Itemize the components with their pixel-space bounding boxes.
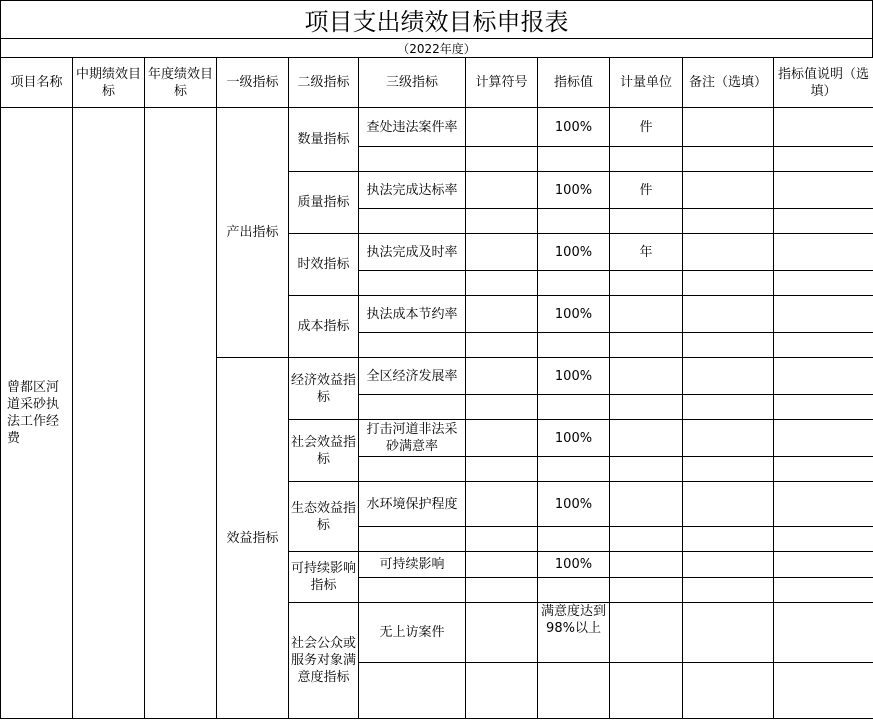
project-name-cell: 曾都区河道采砂执法工作经费 bbox=[1, 108, 73, 719]
value-notes-cell bbox=[774, 296, 873, 333]
calc-symbol-cell bbox=[466, 108, 538, 147]
indicator-value-cell: 100% bbox=[538, 358, 610, 395]
header-level3: 三级指标 bbox=[359, 58, 466, 108]
header-remarks: 备注（选填） bbox=[683, 58, 774, 108]
remarks-cell bbox=[683, 358, 774, 395]
indicator-value-cell: 100% bbox=[538, 296, 610, 333]
level3-cell: 可持续影响 bbox=[359, 552, 466, 578]
header-annual-goal: 年度绩效目标 bbox=[145, 58, 217, 108]
remarks-cell bbox=[683, 552, 774, 578]
level3-cell: 执法成本节约率 bbox=[359, 296, 466, 333]
level3-cell: 执法完成达标率 bbox=[359, 172, 466, 209]
unit-cell bbox=[610, 482, 683, 527]
calc-symbol-cell bbox=[466, 482, 538, 527]
header-project-name: 项目名称 bbox=[1, 58, 73, 108]
unit-cell: 件 bbox=[610, 108, 683, 147]
indicator-value-cell: 100% bbox=[538, 552, 610, 578]
header-level2: 二级指标 bbox=[289, 58, 359, 108]
calc-symbol-cell bbox=[466, 296, 538, 333]
table-row bbox=[1, 108, 873, 147]
unit-cell bbox=[610, 296, 683, 333]
calc-symbol-cell bbox=[466, 420, 538, 457]
remarks-cell bbox=[683, 172, 774, 209]
level2-cell: 质量指标 bbox=[289, 172, 359, 234]
level2-cell: 经济效益指标 bbox=[289, 358, 359, 420]
level2-cell: 成本指标 bbox=[289, 296, 359, 358]
header-indicator-value: 指标值 bbox=[538, 58, 610, 108]
indicator-value-cell: 100% bbox=[538, 172, 610, 209]
calc-symbol-cell bbox=[466, 234, 538, 271]
value-notes-cell bbox=[774, 603, 873, 663]
header-level1: 一级指标 bbox=[217, 58, 289, 108]
header-midterm-goal: 中期绩效目标 bbox=[73, 58, 145, 108]
remarks-cell bbox=[683, 234, 774, 271]
unit-cell bbox=[610, 552, 683, 578]
value-notes-cell bbox=[774, 234, 873, 271]
level3-cell: 无上访案件 bbox=[359, 603, 466, 663]
unit-cell: 年 bbox=[610, 234, 683, 271]
value-notes-cell bbox=[774, 420, 873, 457]
level2-cell: 生态效益指标 bbox=[289, 482, 359, 552]
remarks-cell bbox=[683, 108, 774, 147]
level3-cell: 水环境保护程度 bbox=[359, 482, 466, 527]
report-year: （2022年度） bbox=[0, 38, 873, 57]
value-notes-cell bbox=[774, 172, 873, 209]
calc-symbol-cell bbox=[466, 358, 538, 395]
remarks-cell bbox=[683, 603, 774, 663]
header-calc-symbol: 计算符号 bbox=[466, 58, 538, 108]
indicator-table bbox=[0, 57, 873, 719]
indicator-value-cell: 满意度达到98%以上 bbox=[538, 603, 610, 663]
calc-symbol-cell bbox=[466, 172, 538, 209]
level2-cell: 数量指标 bbox=[289, 108, 359, 172]
level1-benefit-cell: 效益指标 bbox=[217, 358, 289, 719]
level3-cell: 查处违法案件率 bbox=[359, 108, 466, 147]
value-notes-cell bbox=[774, 108, 873, 147]
calc-symbol-cell bbox=[466, 603, 538, 663]
value-notes-cell bbox=[774, 552, 873, 578]
unit-cell bbox=[610, 603, 683, 663]
level2-cell: 可持续影响指标 bbox=[289, 552, 359, 603]
unit-cell bbox=[610, 420, 683, 457]
indicator-value-cell: 100% bbox=[538, 108, 610, 147]
remarks-cell bbox=[683, 296, 774, 333]
level3-cell: 全区经济发展率 bbox=[359, 358, 466, 395]
midterm-goal-cell bbox=[73, 108, 145, 719]
indicator-value-cell: 100% bbox=[538, 234, 610, 271]
level3-cell: 执法完成及时率 bbox=[359, 234, 466, 271]
annual-goal-cell bbox=[145, 108, 217, 719]
report-title: 项目支出绩效目标申报表 bbox=[0, 0, 873, 38]
level2-cell: 社会效益指标 bbox=[289, 420, 359, 482]
level2-cell: 时效指标 bbox=[289, 234, 359, 296]
indicator-value-cell: 100% bbox=[538, 420, 610, 457]
calc-symbol-cell bbox=[466, 552, 538, 578]
header-value-notes: 指标值说明（选填） bbox=[774, 58, 873, 108]
value-notes-cell bbox=[774, 358, 873, 395]
unit-cell: 件 bbox=[610, 172, 683, 209]
indicator-value-cell: 100% bbox=[538, 482, 610, 527]
header-unit: 计量单位 bbox=[610, 58, 683, 108]
remarks-cell bbox=[683, 420, 774, 457]
header-row bbox=[1, 58, 873, 108]
level1-output-cell: 产出指标 bbox=[217, 108, 289, 358]
remarks-cell bbox=[683, 482, 774, 527]
value-notes-cell bbox=[774, 482, 873, 527]
level2-cell: 社会公众或服务对象满意度指标 bbox=[289, 603, 359, 719]
unit-cell bbox=[610, 358, 683, 395]
level3-cell: 打击河道非法采砂满意率 bbox=[359, 420, 466, 457]
